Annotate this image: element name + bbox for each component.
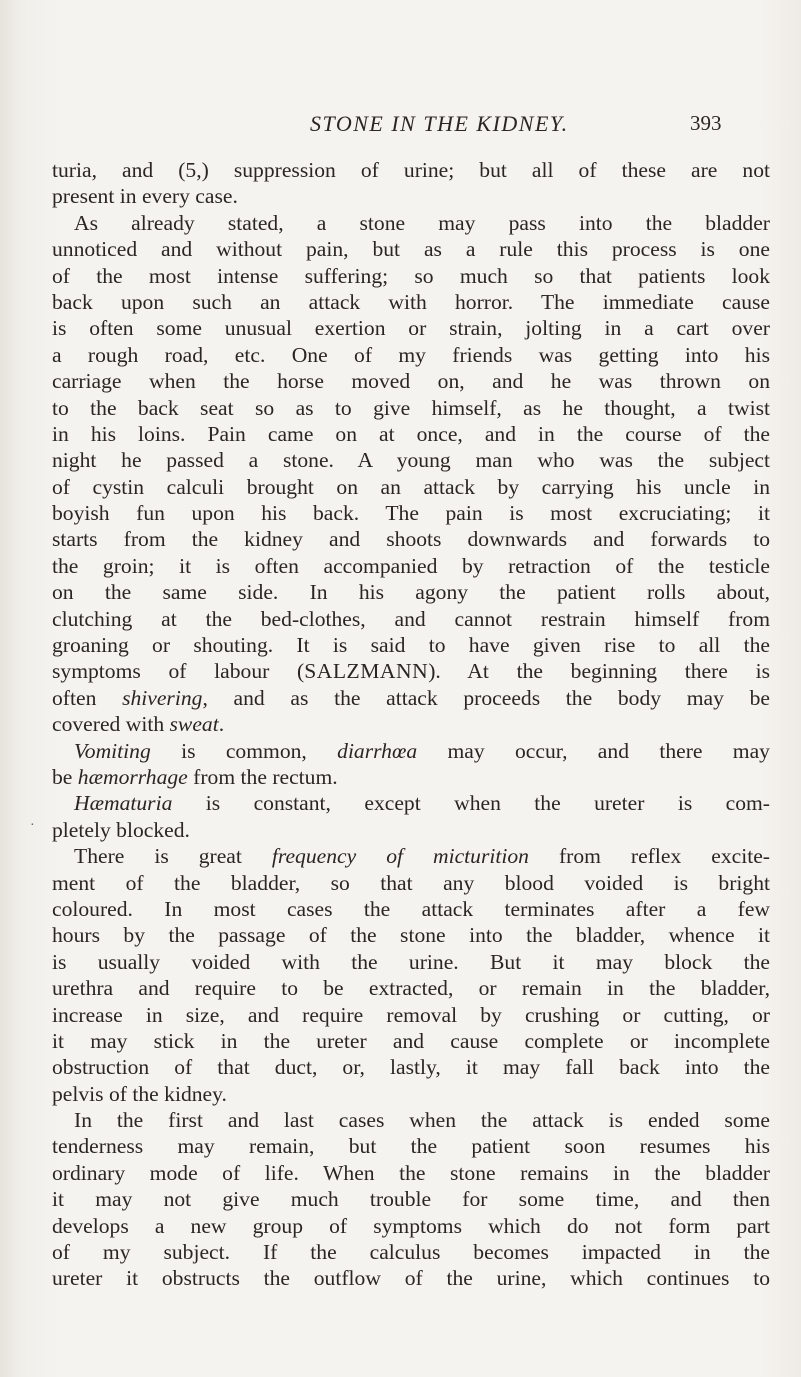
text-line: the groin; it is often accompanied by retraction of the testicle: [52, 553, 770, 578]
text-line: back upon such an attack with horror. The immediate cause: [52, 289, 770, 314]
text-line: on the same side. In his agony the patient rolls about,: [52, 580, 770, 605]
text-line: Vomiting is common, diarrhœa may occur, and there may: [74, 738, 770, 763]
text-line: carriage when the horse moved on, and he was thrown on: [52, 369, 770, 394]
text-line: Hæmaturia is constant, except when the ureter is com-: [74, 791, 770, 816]
italic-term: shivering: [122, 685, 203, 710]
text-line: There is great frequency of micturition from reflex excite-: [74, 844, 770, 869]
italic-term: diarrhœa: [337, 738, 418, 763]
text-line: starts from the kidney and shoots downwards and forwards to: [52, 527, 770, 552]
text-line: it may not give much trouble for some time, and then: [52, 1187, 770, 1212]
text-line: increase in size, and require removal by crushing or cutting, or: [52, 1002, 770, 1027]
text-line: In the first and last cases when the attack is ended some: [74, 1108, 770, 1133]
text-line: in his loins. Pain came on at once, and in the course of the: [52, 421, 770, 446]
text-line: obstruction of that duct, or, lastly, it may fall back into the: [52, 1055, 770, 1080]
text-line: is usually voided with the urine. But it may block the: [52, 949, 770, 974]
body-text: [52, 157, 770, 1292]
text-line: is often some unusual exertion or strain, jolting in a cart over: [52, 316, 770, 341]
text-line: ordinary mode of life. When the stone remains in the bladder: [52, 1160, 770, 1185]
italic-term: hæmorrhage: [77, 764, 188, 789]
text-line: clutching at the bed-clothes, and cannot restrain himself from: [52, 606, 770, 631]
text-line: pelvis of the kidney.: [52, 1081, 227, 1106]
italic-term: sweat: [169, 712, 219, 737]
italic-term: Vomiting: [74, 738, 151, 763]
page-number: 393: [690, 111, 722, 135]
margin-mark: ·: [30, 818, 35, 833]
running-head: [0, 111, 801, 143]
text-line: ment of the bladder, so that any blood voided is bright: [52, 870, 770, 895]
italic-term: Hæmaturia: [74, 791, 173, 816]
text-line: of cystin calculi brought on an attack by carrying his uncle in: [52, 474, 770, 499]
text-line: tenderness may remain, but the patient soon resumes his: [52, 1134, 770, 1159]
text-line: of my subject. If the calculus becomes impacted in the: [52, 1240, 770, 1265]
author-citation: SALZMANN: [304, 659, 429, 684]
text-line: symptoms of labour (SALZMANN). At the beginning there is: [52, 659, 770, 684]
text-line: turia, and (5,) suppression of urine; but all of these are not: [52, 158, 770, 182]
text-line: develops a new group of symptoms which do not form part: [52, 1213, 770, 1238]
text-line: night he passed a stone. A young man who was the subject: [52, 448, 770, 473]
text-line: to the back seat so as to give himself, as he thought, a twist: [52, 395, 770, 420]
text-line: it may stick in the ureter and cause complete or incomplete: [52, 1028, 770, 1053]
text-line: urethra and require to be extracted, or remain in the bladder,: [52, 976, 770, 1001]
text-line: groaning or shouting. It is said to have given rise to all the: [52, 633, 770, 658]
text-line: be hæmorrhage from the rectum.: [52, 764, 338, 789]
text-line: a rough road, etc. One of my friends was getting into his: [52, 342, 770, 367]
text-line: ureter it obstructs the outflow of the urine, which continues to: [52, 1266, 770, 1291]
text-line: boyish fun upon his back. The pain is most excruciating; it: [52, 501, 770, 526]
text-line: As already stated, a stone may pass into the bladder: [74, 210, 770, 235]
text-line: pletely blocked.: [52, 817, 190, 842]
text-line: covered with sweat.: [52, 712, 225, 737]
text-line: hours by the passage of the stone into the bladder, whence it: [52, 923, 770, 948]
italic-term: frequency of micturition: [271, 844, 529, 869]
text-line: of the most intense suffering; so much so that patients look: [52, 263, 770, 288]
running-title: STONE IN THE KIDNEY.: [310, 111, 569, 136]
text-line: often shivering, and as the attack proceeds the body may be: [52, 685, 770, 710]
text-line: unnoticed and without pain, but as a rule this process is one: [52, 237, 770, 262]
text-line: present in every case.: [52, 184, 238, 209]
text-line: coloured. In most cases the attack terminates after a few: [52, 896, 770, 921]
